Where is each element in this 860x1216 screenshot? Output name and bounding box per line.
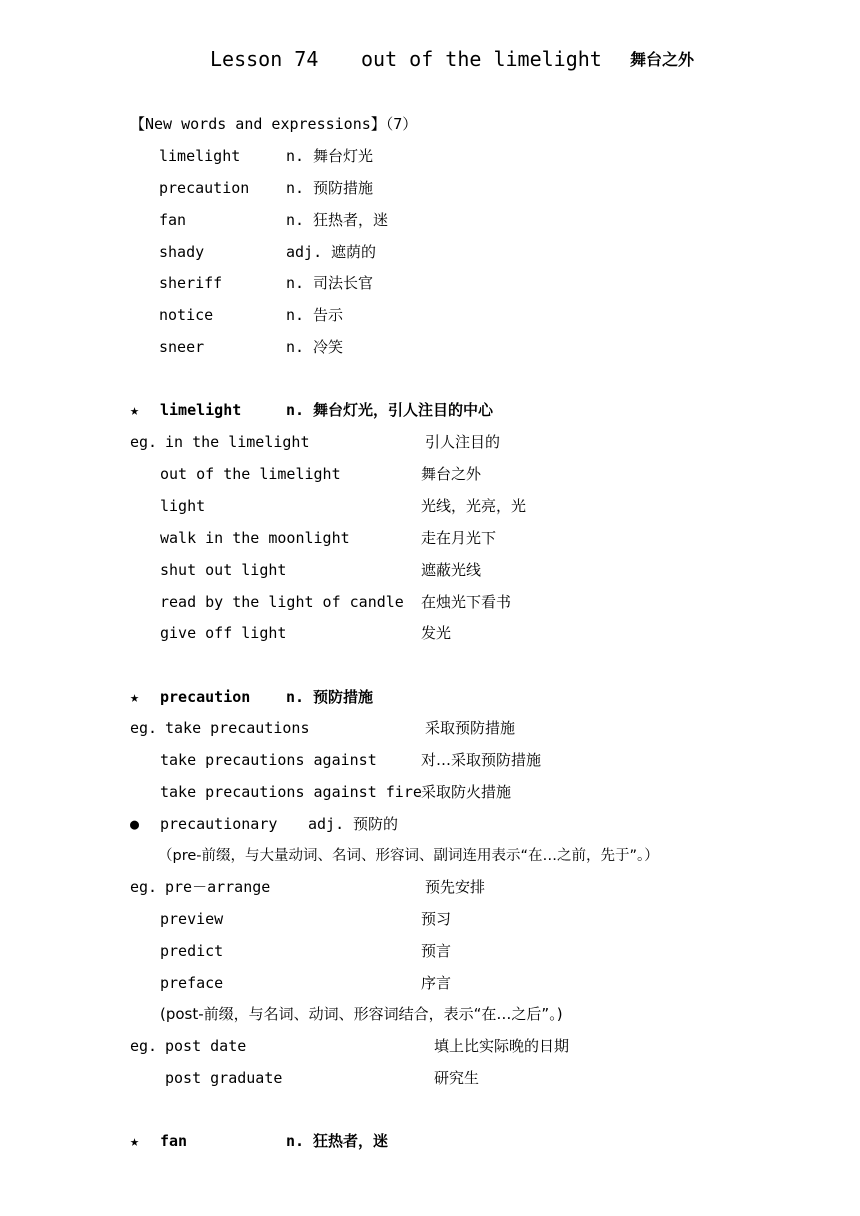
example-cn: 采取预防措施 bbox=[425, 719, 516, 737]
lesson-number: Lesson 74 bbox=[210, 47, 319, 71]
prefix-note-post: (post-前缀，与名词、动词、形容词结合，表示“在…之后”。) bbox=[160, 1005, 563, 1023]
example-cn: 光线，光亮，光 bbox=[421, 497, 527, 515]
eg-label: eg. bbox=[130, 433, 158, 451]
vocab-word: precaution bbox=[159, 179, 250, 197]
vocab-meaning: 冷笑 bbox=[313, 338, 344, 356]
example-cn: 序言 bbox=[421, 974, 452, 992]
example-en: light bbox=[160, 497, 206, 515]
entry-pos: n. bbox=[286, 1132, 305, 1150]
vocab-word: notice bbox=[159, 306, 214, 324]
star-icon: ★ bbox=[130, 688, 140, 706]
vocab-meaning: 司法长官 bbox=[313, 274, 374, 292]
example-cn: 发光 bbox=[421, 624, 452, 642]
lesson-title-english: out of the limelight bbox=[361, 47, 602, 71]
related-pos: adj. bbox=[308, 815, 345, 833]
example-cn: 预先安排 bbox=[425, 878, 486, 896]
entry-meaning: 狂热者，迷 bbox=[313, 1132, 389, 1150]
vocab-pos: n. bbox=[286, 306, 305, 324]
entry-pos: n. bbox=[286, 401, 305, 419]
example-cn: 在烛光下看书 bbox=[421, 593, 512, 611]
example-en: out of the limelight bbox=[160, 465, 341, 483]
example-en: take precautions bbox=[165, 719, 310, 737]
vocab-meaning: 遮荫的 bbox=[331, 243, 377, 261]
example-en: take precautions against fire bbox=[160, 783, 422, 801]
example-en: preface bbox=[160, 974, 224, 992]
example-en: post graduate bbox=[165, 1069, 283, 1087]
example-en: read by the light of candle bbox=[160, 593, 404, 611]
eg-label: eg. bbox=[130, 1037, 158, 1055]
example-en: give off light bbox=[160, 624, 287, 642]
new-words-heading: 【New words and expressions】（7） bbox=[130, 115, 418, 133]
vocab-meaning: 预防措施 bbox=[313, 179, 374, 197]
entry-word: precaution bbox=[160, 688, 251, 706]
example-en: in the limelight bbox=[165, 433, 310, 451]
related-word: precautionary bbox=[160, 815, 278, 833]
example-en: post date bbox=[165, 1037, 247, 1055]
entry-meaning: 舞台灯光，引人注目的中心 bbox=[313, 401, 494, 419]
example-cn: 对…采取预防措施 bbox=[421, 751, 542, 769]
vocab-pos: adj. bbox=[286, 243, 323, 261]
related-meaning: 预防的 bbox=[353, 815, 399, 833]
vocab-meaning: 狂热者，迷 bbox=[313, 211, 389, 229]
eg-label: eg. bbox=[130, 878, 158, 896]
entry-meaning: 预防措施 bbox=[313, 688, 374, 706]
vocab-pos: n. bbox=[286, 338, 305, 356]
example-en: walk in the moonlight bbox=[160, 529, 350, 547]
example-cn: 遮蔽光线 bbox=[421, 561, 482, 579]
vocab-pos: n. bbox=[286, 147, 305, 165]
vocab-pos: n. bbox=[286, 211, 305, 229]
entry-pos: n. bbox=[286, 688, 305, 706]
star-icon: ★ bbox=[130, 401, 140, 419]
example-cn: 走在月光下 bbox=[421, 529, 497, 547]
example-cn: 舞台之外 bbox=[421, 465, 482, 483]
vocab-word: sneer bbox=[159, 338, 205, 356]
vocab-meaning: 舞台灯光 bbox=[313, 147, 374, 165]
vocab-pos: n. bbox=[286, 274, 305, 292]
vocab-word: shady bbox=[159, 243, 205, 261]
vocab-pos: n. bbox=[286, 179, 305, 197]
example-cn: 预习 bbox=[421, 910, 452, 928]
bullet-icon: ● bbox=[130, 815, 140, 833]
vocab-meaning: 告示 bbox=[313, 306, 344, 324]
example-en: pre－arrange bbox=[165, 878, 271, 896]
example-cn: 预言 bbox=[421, 942, 452, 960]
entry-word: fan bbox=[160, 1132, 188, 1150]
example-en: take precautions against bbox=[160, 751, 377, 769]
example-en: predict bbox=[160, 942, 224, 960]
prefix-note-pre: （pre-前缀，与大量动词、名词、形容词、副词连用表示“在…之前，先于”。） bbox=[158, 848, 659, 864]
example-cn: 填上比实际晚的日期 bbox=[434, 1037, 570, 1055]
entry-word: limelight bbox=[160, 401, 242, 419]
lesson-title-chinese: 舞台之外 bbox=[630, 50, 695, 69]
vocab-word: sheriff bbox=[159, 274, 223, 292]
eg-label: eg. bbox=[130, 719, 158, 737]
star-icon: ★ bbox=[130, 1132, 140, 1150]
example-cn: 采取防火措施 bbox=[421, 783, 512, 801]
vocab-word: limelight bbox=[159, 147, 241, 165]
example-en: shut out light bbox=[160, 561, 287, 579]
example-en: preview bbox=[160, 910, 224, 928]
example-cn: 研究生 bbox=[434, 1069, 480, 1087]
example-cn: 引人注目的 bbox=[425, 433, 501, 451]
vocab-word: fan bbox=[159, 211, 187, 229]
